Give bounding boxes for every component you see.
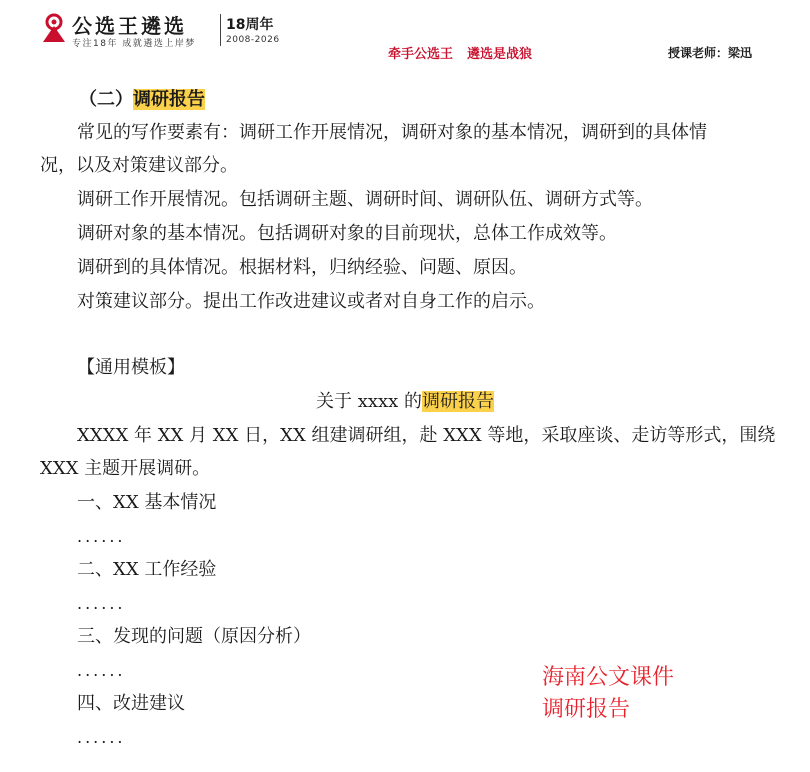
template-item-3: 三、发现的问题（原因分析） bbox=[77, 626, 311, 647]
template-title-highlight: 调研报告 bbox=[422, 391, 495, 412]
paragraph-work-status: 调研工作开展情况。包括调研主题、调研时间、调研队伍、调研方式等。 bbox=[77, 189, 653, 210]
template-ellipsis-3: ...... bbox=[77, 661, 126, 680]
anniversary-years: 2008-2026 bbox=[226, 35, 280, 45]
header-slogan bbox=[388, 43, 532, 62]
template-ellipsis-4: ...... bbox=[77, 728, 126, 747]
template-intro-line-2: XXX 主题开展调研。 bbox=[40, 458, 211, 479]
teacher-label: 授课老师：梁迅 bbox=[668, 46, 753, 60]
header-slogan-part-1: 牵手公选王 bbox=[388, 47, 454, 62]
watermark-line-2: 调研报告 bbox=[542, 697, 631, 722]
template-ellipsis-1: ...... bbox=[77, 527, 126, 546]
template-title-prefix: 关于 xxxx 的 bbox=[315, 391, 423, 412]
brand-slogan: 专注18年 成就遴选上岸梦 bbox=[72, 39, 196, 49]
template-ellipsis-2: ...... bbox=[77, 594, 126, 613]
paragraph-elements-line-2: 况，以及对策建议部分。 bbox=[40, 155, 238, 176]
section-title bbox=[79, 88, 205, 112]
header-slogan-part-2: 遴选是战狼 bbox=[467, 47, 533, 62]
paragraph-suggestions: 对策建议部分。提出工作改进建议或者对自身工作的启示。 bbox=[77, 291, 545, 312]
template-item-2: 二、XX 工作经验 bbox=[77, 559, 217, 580]
template-item-1: 一、XX 基本情况 bbox=[77, 492, 217, 513]
paragraph-elements-line-1: 常见的写作要素有：调研工作开展情况，调研对象的基本情况，调研到的具体情 bbox=[77, 122, 707, 143]
watermark-line-1: 海南公文课件 bbox=[542, 665, 675, 690]
brand-name: 公选王遴选 bbox=[72, 14, 187, 38]
brand-logo-icon bbox=[40, 12, 68, 44]
anniversary-label: 18周年 bbox=[226, 17, 274, 33]
paragraph-specific-findings: 调研到的具体情况。根据材料，归纳经验、问题、原因。 bbox=[77, 257, 527, 278]
page-header bbox=[0, 0, 810, 70]
paragraph-subject-status: 调研对象的基本情况。包括调研对象的目前现状，总体工作成效等。 bbox=[77, 223, 617, 244]
template-intro-line-1: XXXX 年 XX 月 XX 日，XX 组建调研组，赴 XXX 等地，采取座谈、走访等形式，围绕 bbox=[77, 425, 776, 446]
brand-divider bbox=[220, 14, 221, 46]
template-item-4: 四、改进建议 bbox=[77, 693, 185, 714]
section-title-highlight: 调研报告 bbox=[133, 89, 205, 110]
template-title bbox=[0, 390, 810, 414]
section-title-prefix: （二） bbox=[79, 89, 133, 110]
template-label: 【通用模板】 bbox=[77, 357, 185, 378]
